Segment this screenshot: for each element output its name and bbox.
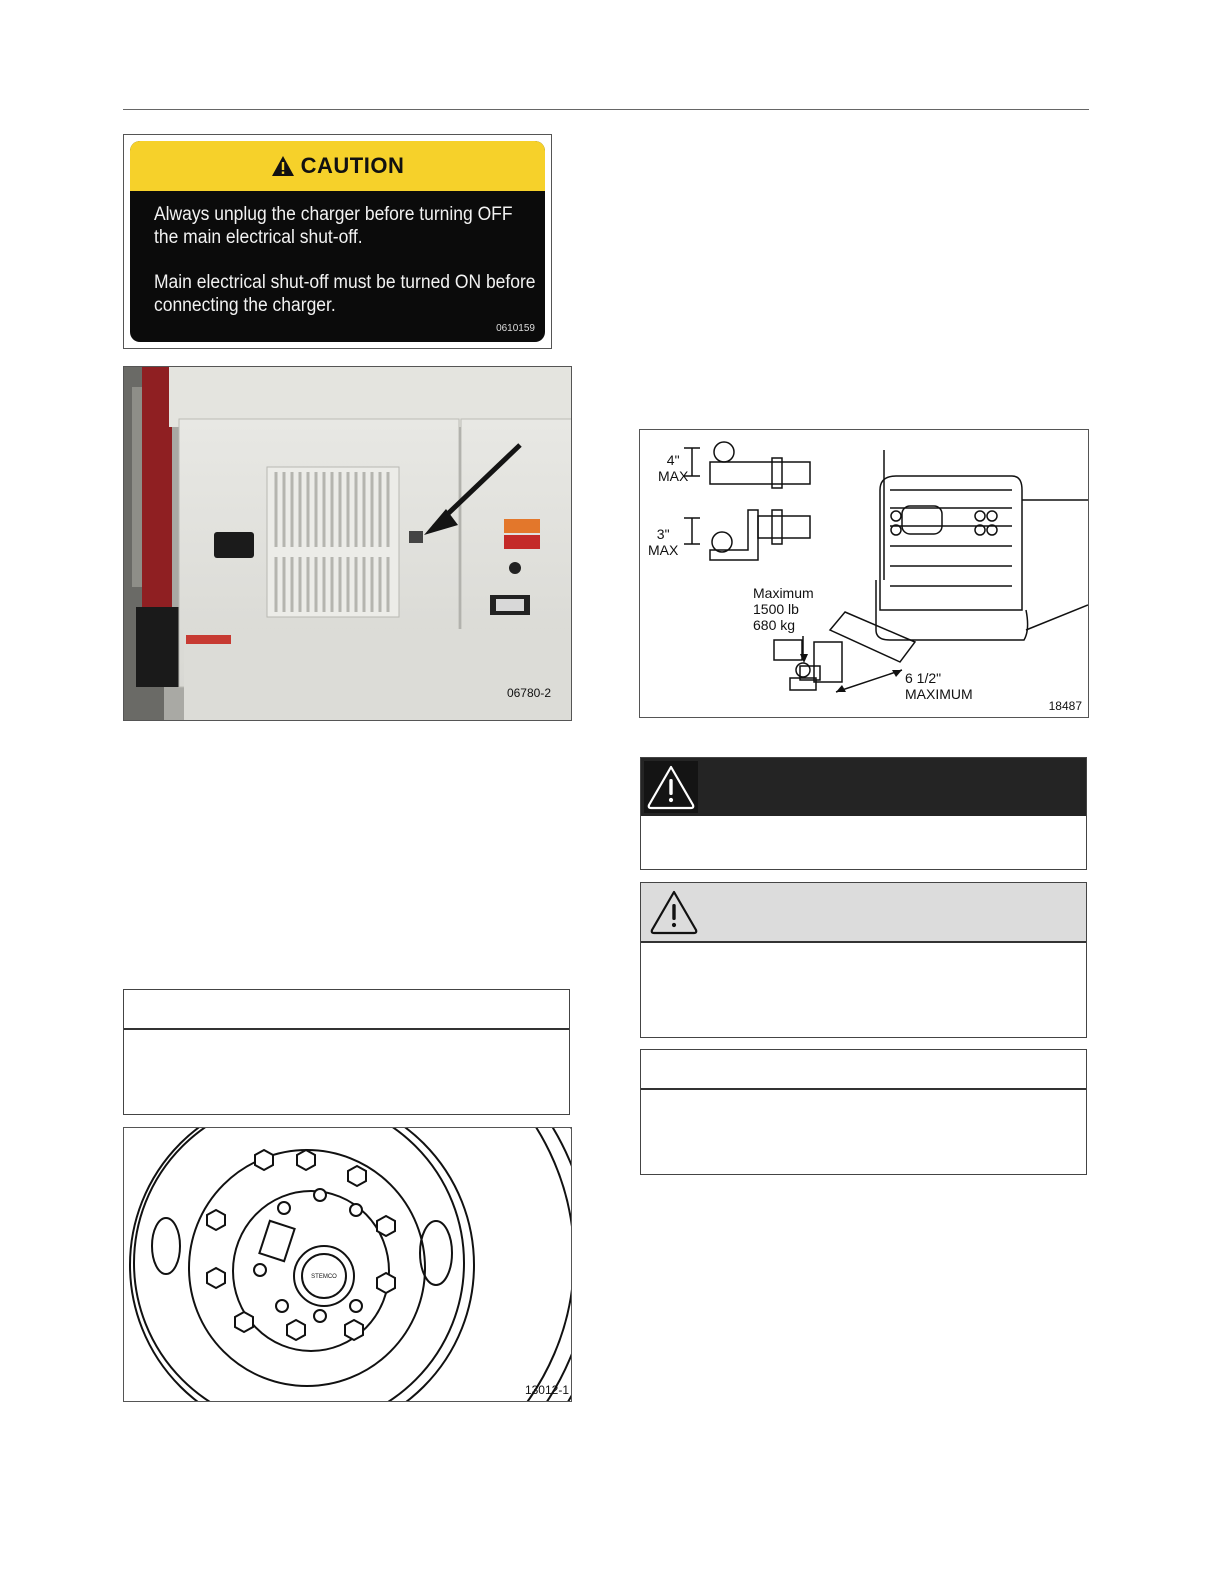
note-box-right [640,1049,1087,1175]
caution-box-header [641,883,1086,943]
coach-photo [124,367,572,721]
caution-line-3: Main electrical shut-off must be turned ON before [154,272,536,293]
hitch-diagram [640,430,1089,718]
hitch-weight-line-3: 680 kg [753,617,796,633]
warning-box-header [641,758,1086,816]
caution-heading: CAUTION [300,153,405,178]
note-box-left-divider [124,1028,569,1030]
hitch-weight-line-2: 1500 lb [753,601,799,617]
hitch-diagram-figure [639,429,1089,718]
caution-line-1: Always unplug the charger before turning OFF [154,204,513,225]
hitch-mid-max: MAX [648,542,679,558]
note-box-left [123,989,570,1115]
wheel-hub-figure [123,1127,572,1402]
header-rule [123,109,1089,110]
hitch-top-max: MAX [658,468,689,484]
hitch-weight-line-1: Maximum [753,585,814,601]
hitch-weight-label [753,585,814,633]
hitch-distance-label [905,670,973,702]
wheel-hub-drawing [124,1128,572,1402]
hitch-distance-value: 6 1/2" [905,670,942,686]
caution-label-code: 0610159 [496,323,535,334]
coach-photo-figure [123,366,572,721]
caution-line-4: connecting the charger. [154,295,336,316]
caution-line-2: the main electrical shut-off. [154,227,363,248]
warning-icon [644,761,698,813]
hub-brand-text: STEMCO [311,1274,337,1280]
hitch-top-label [658,452,688,484]
hitch-distance-max: MAXIMUM [905,686,973,702]
photo-figure-code: 06780-2 [506,686,551,700]
wheel-figure-code: 13012-1 [524,1383,569,1397]
hitch-mid-label [648,526,678,558]
note-box-right-divider [641,1088,1086,1090]
caution-label-figure [123,134,552,349]
caution-icon [647,886,701,938]
caution-body [130,191,545,317]
caution-label [130,141,545,342]
caution-box [640,882,1087,1038]
hitch-mid-value: 3" [656,526,670,542]
caution-header [130,141,545,191]
hitch-figure-code: 18487 [1048,699,1082,713]
hitch-top-value: 4" [666,452,680,468]
warning-icon-holder [644,761,698,813]
warning-box [640,757,1087,870]
warning-triangle-icon [271,155,295,177]
